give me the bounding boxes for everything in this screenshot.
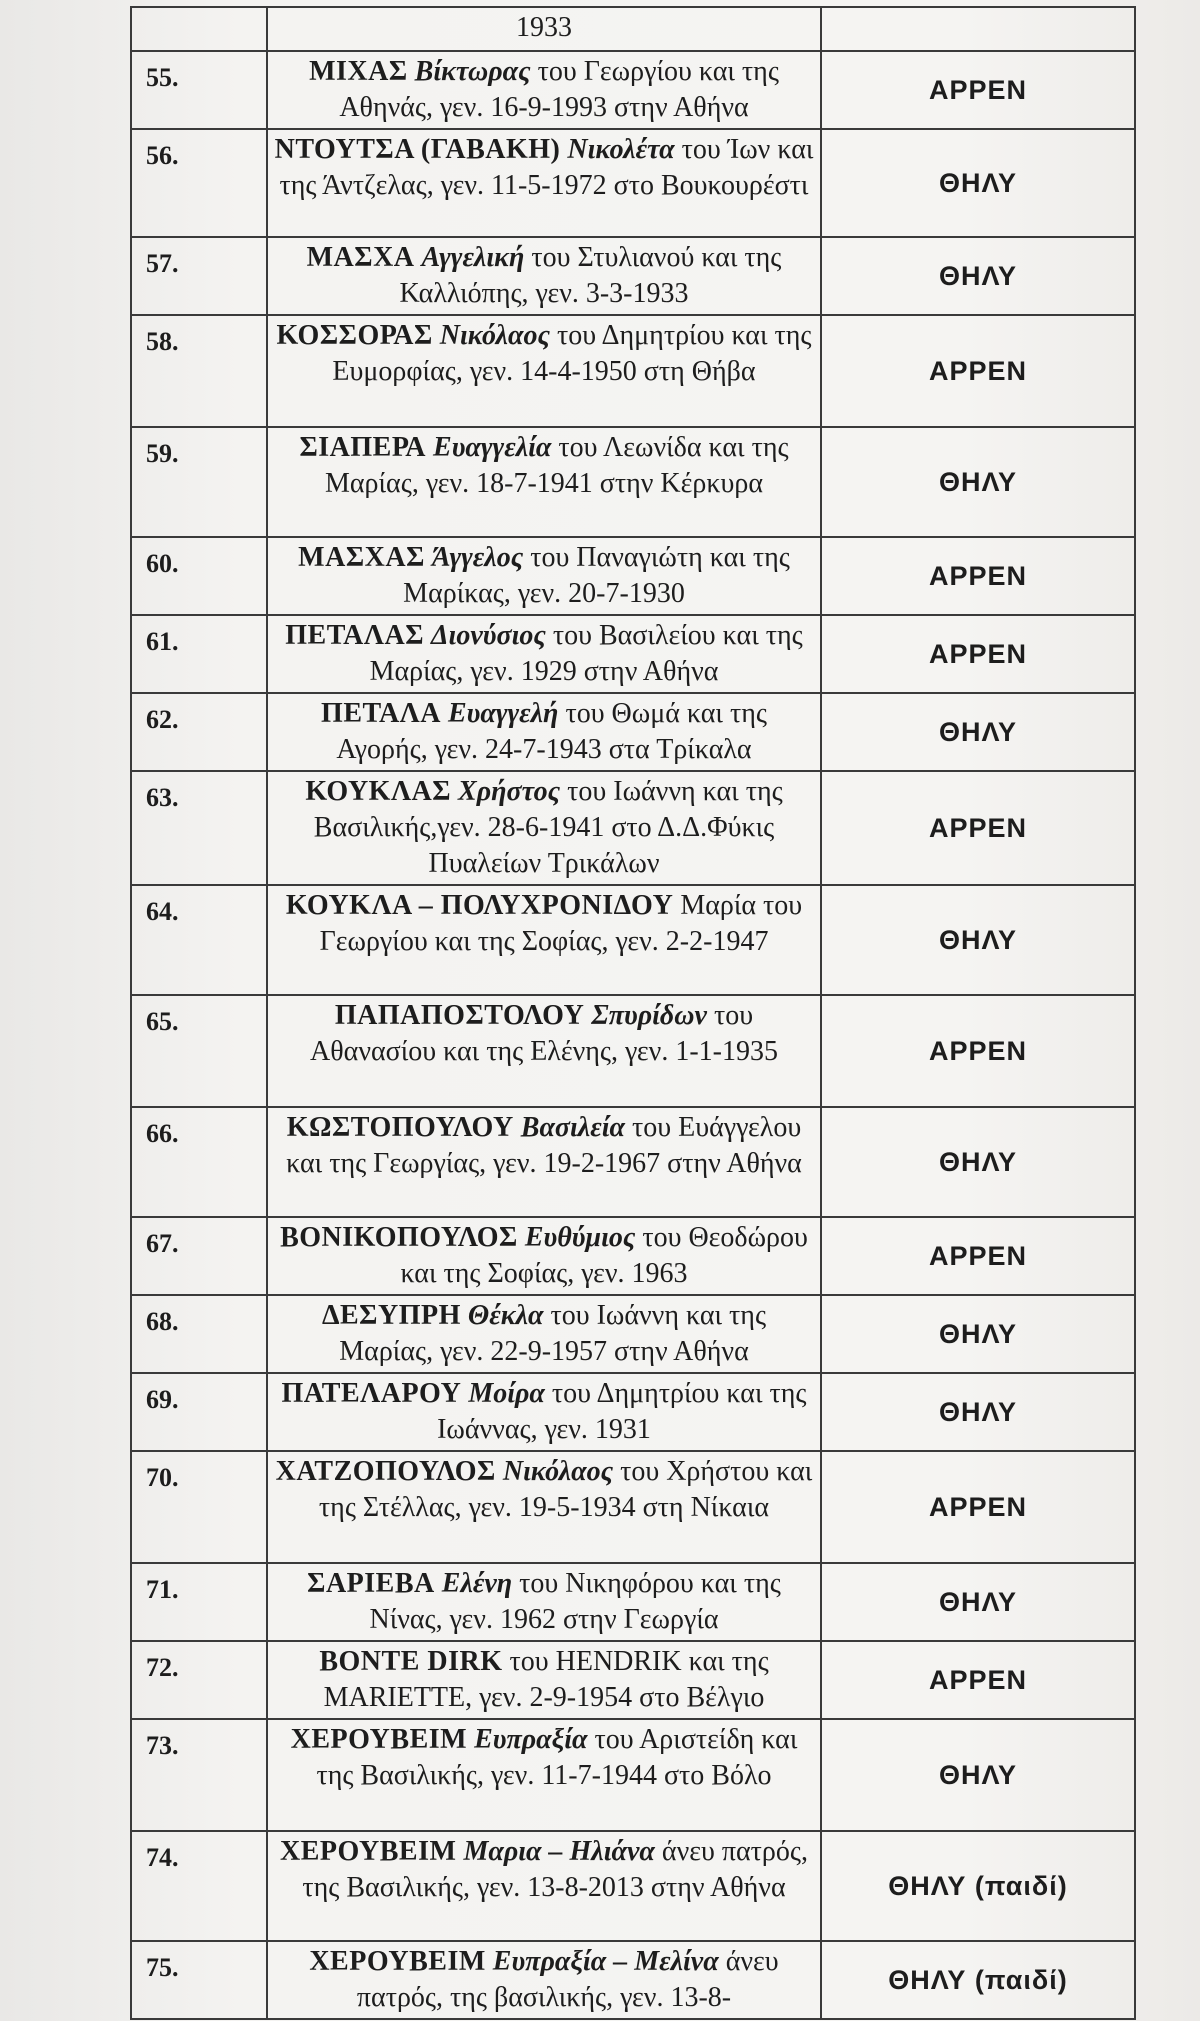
person-description [267,771,821,885]
gender-cell: ΘΗΛΥ [821,693,1135,771]
table-row [131,885,1135,995]
table-row [131,427,1135,537]
table-row [131,237,1135,315]
surname: ΚΟΥΚΛΑΣ [305,776,452,807]
table-row [131,1107,1135,1217]
given-name: Χρήστος [458,776,561,807]
given-name: Άγγελος [431,542,524,573]
surname: ΚΟΣΣΟΡΑΣ [276,320,433,351]
gender-cell: ΑΡΡΕΝ [821,1641,1135,1719]
table-row [131,1563,1135,1641]
gender-cell: ΘΗΛΥ [821,129,1135,237]
table-row [131,1295,1135,1373]
row-number: 56. [131,129,267,237]
row-number: 58. [131,315,267,427]
row-number: 74. [131,1831,267,1941]
parents-and-birth: του Δημητρίου και της Ιωάννας, γεν. 1931 [437,1378,807,1445]
person-description [267,315,821,427]
gender-cell: ΘΗΛΥ [821,1373,1135,1451]
continuation-row [131,7,1135,51]
surname: ΧΕΡΟΥΒΕΙΜ [290,1724,468,1755]
table-row [131,693,1135,771]
row-number: 67. [131,1217,267,1295]
table-row [131,51,1135,129]
row-number: 62. [131,693,267,771]
person-description [267,995,821,1107]
parents-and-birth: του Αριστείδη και της Βασιλικής, γεν. 11-7-1944 στο Βόλο [316,1724,798,1791]
table-row [131,1373,1135,1451]
person-description [267,1941,821,2019]
gender-cell: ΑΡΡΕΝ [821,615,1135,693]
row-number: 60. [131,537,267,615]
gender-cell: ΑΡΡΕΝ [821,1451,1135,1563]
person-description [267,237,821,315]
surname: ΚΩΣΤΟΠΟΥΛΟΥ [286,1112,514,1143]
given-name: Αγγελική [421,242,525,273]
gender-cell: ΑΡΡΕΝ [821,537,1135,615]
parents-and-birth: του Παναγιώτη και της Μαρίκας, γεν. 20-7-1930 [403,542,790,609]
parents-and-birth: του Λεωνίδα και της Μαρίας, γεν. 18-7-1941 στην Κέρκυρα [324,432,789,499]
parents-and-birth: του Θεοδώρου και της Σοφίας, γεν. 1963 [400,1222,808,1289]
table-row [131,129,1135,237]
roster-table [130,6,1136,2020]
row-number: 70. [131,1451,267,1563]
person-description [267,885,821,995]
gender-cell [821,7,1135,51]
surname: ΠΕΤΑΛΑΣ [285,620,424,651]
given-name: Θέκλα [467,1300,544,1331]
given-name: Νικόλαος [439,320,550,351]
person-description [267,1831,821,1941]
gender-cell: ΘΗΛΥ [821,1719,1135,1831]
surname: ΠΑΤΕΛΑΡΟΥ [281,1378,462,1409]
parents-and-birth: του Αθανασίου και της Ελένης, γεν. 1-1-1935 [310,1000,778,1067]
given-name: Νικόλαος [502,1456,614,1487]
given-name: Ευπραξία – Μελίνα [492,1946,719,1977]
given-name: Ευαγγελή [447,698,559,729]
row-number: 71. [131,1563,267,1641]
person-description [267,1107,821,1217]
table-row [131,315,1135,427]
row-number: 65. [131,995,267,1107]
row-number: 64. [131,885,267,995]
row-number: 73. [131,1719,267,1831]
table-row [131,1641,1135,1719]
given-name: Ευπραξία [474,1724,588,1755]
row-number: 61. [131,615,267,693]
surname: ΒΟΝΙΚΟΠΟΥΛΟΣ [280,1222,518,1253]
parents-and-birth: άνευ πατρός, της Βασιλικής, γεν. 13-8-2013 στην Αθήνα [302,1836,808,1903]
gender-cell: ΑΡΡΕΝ [821,51,1135,129]
surname: ΣΑΡΙΕΒΑ [307,1568,435,1599]
surname: ΒΟΝΤΕ DIRK [319,1646,503,1677]
person-description [267,1217,821,1295]
parents-and-birth: του Χρήστου και της Στέλλας, γεν. 19-5-1934 στη Νίκαια [318,1456,813,1523]
row-number: 69. [131,1373,267,1451]
person-description [267,1451,821,1563]
given-name: Διονύσιος [431,620,546,651]
surname: ΜΑΣΧΑ [306,242,415,273]
gender-cell: ΘΗΛΥ [821,237,1135,315]
table-row [131,995,1135,1107]
person-description [267,1295,821,1373]
gender-cell: ΑΡΡΕΝ [821,771,1135,885]
row-number: 63. [131,771,267,885]
table-row [131,537,1135,615]
row-number-cell [131,7,267,51]
parents-and-birth: του Νικηφόρου και της Νίνας, γεν. 1962 στην Γεωργία [369,1568,781,1635]
given-name: Βίκτωρας [414,56,531,87]
given-name: Ελένη [441,1568,513,1599]
surname: ΚΟΥΚΛΑ – ΠΟΛΥΧΡΟΝΙΔΟΥ [285,890,674,921]
parents-and-birth: του HENDRIK και της MARIETTE, γεν. 2-9-1954 στο Βέλγιο [323,1646,769,1713]
given-name: Νικολέτα [567,134,675,165]
parents-and-birth: άνευ πατρός, της βασιλικής, γεν. 13-8- [356,1946,779,2013]
table-row [131,1941,1135,2019]
surname: ΧΑΤΖΟΠΟΥΛΟΣ [275,1456,496,1487]
given-name: Μοίρα [468,1378,545,1409]
given-name: Βασιλεία [520,1112,625,1143]
surname: ΜΙΧΑΣ [309,56,408,87]
gender-cell: ΘΗΛΥ (παιδί) [821,1941,1135,2019]
table-row [131,1831,1135,1941]
person-description [267,615,821,693]
given-name: Μαρια – Ηλιάνα [463,1836,655,1867]
surname: ΜΑΣΧΑΣ [298,542,425,573]
surname: ΣΙΑΠΕΡΑ [299,432,427,463]
table-row [131,615,1135,693]
given-name: Σπυρίδων [591,1000,707,1031]
gender-cell: ΘΗΛΥ [821,427,1135,537]
row-number: 66. [131,1107,267,1217]
gender-cell: ΘΗΛΥ [821,885,1135,995]
person-description [267,693,821,771]
row-number: 55. [131,51,267,129]
parents-and-birth: του Ιωάννη και της Μαρίας, γεν. 22-9-1957 στην Αθήνα [339,1300,767,1367]
person-description [267,1373,821,1451]
person-description [267,1563,821,1641]
gender-cell: ΘΗΛΥ [821,1107,1135,1217]
surname: ΧΕΡΟΥΒΕΙΜ [279,1836,457,1867]
surname: ΝΤΟΥΤΣΑ (ΓΑΒΑΚΗ) [274,134,561,165]
gender-cell: ΘΗΛΥ [821,1563,1135,1641]
surname: ΧΕΡΟΥΒΕΙΜ [309,1946,486,1977]
surname: ΠΑΠΑΠΟΣΤΟΛΟΥ [334,1000,585,1031]
person-description [267,51,821,129]
given-name: Ευαγγελία [433,432,552,463]
given-name: Ευθύμιος [524,1222,636,1253]
table-row [131,1719,1135,1831]
continuation-text: 1933 [267,7,821,51]
parents-and-birth: Μαρία του Γεωργίου και της Σοφίας, γεν. 2-2-1947 [319,890,803,957]
parents-and-birth: του Ίων και της Άντζελας, γεν. 11-5-1972 στο Βουκουρέστι [279,134,814,201]
parents-and-birth: του Στυλιανού και της Καλλιόπης, γεν. 3-3-1933 [399,242,782,309]
row-number: 68. [131,1295,267,1373]
person-description [267,129,821,237]
person-description [267,427,821,537]
row-number: 72. [131,1641,267,1719]
gender-cell: ΑΡΡΕΝ [821,315,1135,427]
parents-and-birth: του Γεωργίου και της Αθηνάς, γεν. 16-9-1993 στην Αθήνα [339,56,779,123]
table-row [131,1451,1135,1563]
table-row [131,1217,1135,1295]
parents-and-birth: του Θωμά και της Αγορής, γεν. 24-7-1943 στα Τρίκαλα [336,698,767,765]
gender-cell: ΘΗΛΥ (παιδί) [821,1831,1135,1941]
parents-and-birth: του Ιωάννη και της Βασιλικής,γεν. 28-6-1941 στο Δ.Δ.Φύκις Πυαλείων Τρικάλων [313,776,783,879]
gender-cell: ΘΗΛΥ [821,1295,1135,1373]
parents-and-birth: του Ευάγγελου και της Γεωργίας, γεν. 19-2-1967 στην Αθήνα [286,1112,802,1179]
surname: ΔΕΣΥΠΡΗ [321,1300,461,1331]
surname: ΠΕΤΑΛΑ [321,698,441,729]
row-number: 75. [131,1941,267,2019]
parents-and-birth: του Βασιλείου και της Μαρίας, γεν. 1929 στην Αθήνα [369,620,803,687]
gender-cell: ΑΡΡΕΝ [821,1217,1135,1295]
person-description [267,537,821,615]
row-number: 59. [131,427,267,537]
table-row [131,771,1135,885]
gender-cell: ΑΡΡΕΝ [821,995,1135,1107]
person-description [267,1719,821,1831]
parents-and-birth: του Δημητρίου και της Ευμορφίας, γεν. 14-4-1950 στη Θήβα [332,320,812,387]
row-number: 57. [131,237,267,315]
person-description [267,1641,821,1719]
